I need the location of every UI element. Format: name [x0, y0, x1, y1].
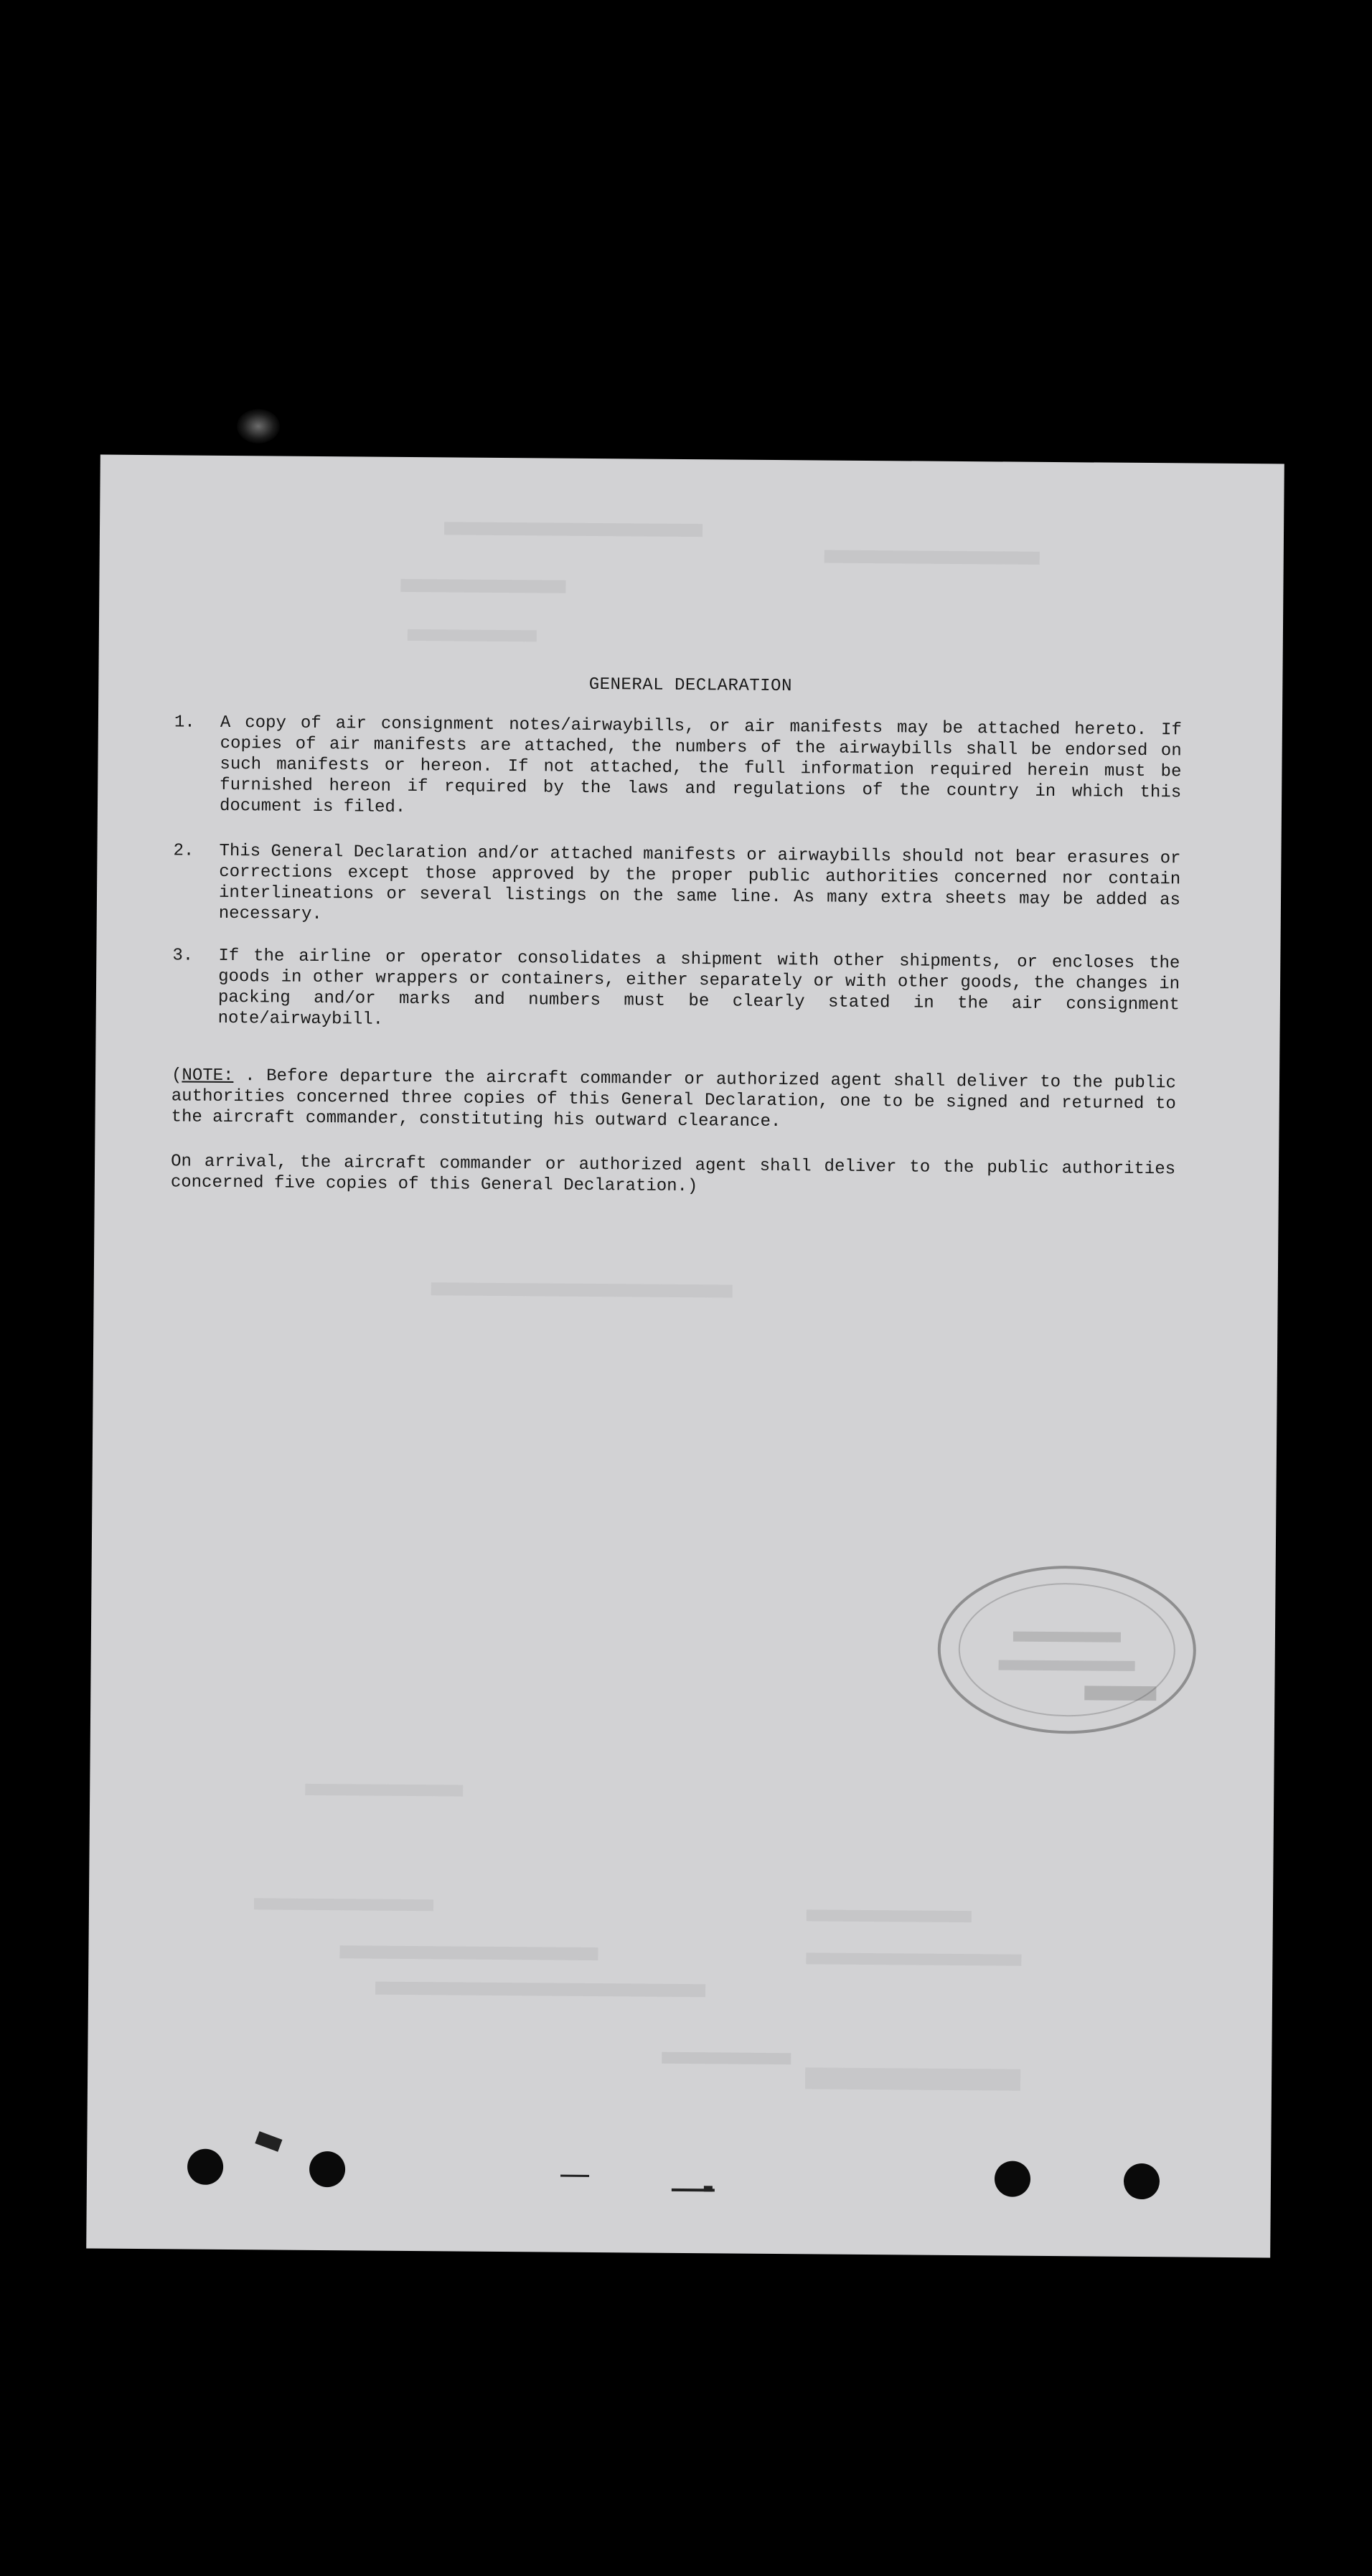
bleed-through-mark	[375, 1982, 705, 1998]
ink-mark	[560, 2175, 589, 2177]
list-item-text: A copy of air consignment notes/airwaybills, or air manifests may be attached hereto. If copies of air manifests are attached, the numbers of the airwaybills shall be endorsed on such manifests or hereon. If not attached, the full information required herein must be furnished hereon if required by the laws and regulations of the country in which this document is filed.	[219, 713, 1182, 817]
note-open-paren: (	[171, 1066, 182, 1086]
bleed-through-mark	[339, 1945, 598, 1960]
list-item-number: 1.	[174, 713, 195, 733]
list-item-text: If the airline or operator consolidates a shipment with other shipments, or encloses the goods in other wrappers or containers, either separately or with other goods, the changes in packing and/or marks and numbers must be clearly stated in the air consignment note/airwaybill.	[217, 946, 1180, 1030]
bleed-through-mark	[662, 2052, 791, 2064]
customs-stamp	[934, 1559, 1200, 1741]
note-label: NOTE:	[182, 1066, 234, 1086]
list-item	[172, 946, 1180, 1037]
bleed-through-mark	[254, 1898, 433, 1911]
note-text: . Before departure the aircraft commander or authorized agent shall deliver to the public authorities concerned three copies of this General Declaration, one to be signed and returned to the aircraft commander, constituting his outward clearance.	[171, 1066, 1177, 1132]
bleed-through-mark	[408, 629, 537, 641]
list-item-text: This General Declaration and/or attached manifests or airwaybills should not bear erasures or corrections except those approved by the proper public authorities concerned nor contain interlineations or several listings on the same line. As many extra sheets may be added as necessary.	[218, 841, 1181, 925]
bleed-through-mark	[805, 2067, 1020, 2090]
bleed-through-mark	[444, 522, 703, 537]
bleed-through-mark	[807, 1909, 972, 1922]
list-item-number: 2.	[173, 841, 194, 861]
bleed-through-mark	[431, 1282, 733, 1297]
document-title: GENERAL DECLARATION	[588, 674, 793, 697]
punch-hole	[995, 2161, 1030, 2196]
camera-glare	[237, 409, 280, 443]
ink-mark	[704, 2186, 713, 2191]
punch-hole	[1124, 2163, 1160, 2199]
punch-hole	[187, 2149, 223, 2185]
list-item-number: 3.	[172, 946, 194, 966]
punch-hole	[309, 2151, 345, 2187]
list-item	[174, 713, 1182, 824]
arrival-paragraph: On arrival, the aircraft commander or authorized agent shall deliver to the public authorities concerned five copies of this General Declaration.)	[170, 1152, 1176, 1197]
note-paragraph	[171, 1065, 1176, 1135]
document-sheet	[86, 455, 1284, 2258]
bleed-through-mark	[824, 550, 1040, 564]
bleed-through-mark	[305, 1784, 463, 1797]
bleed-through-mark	[806, 1952, 1021, 1965]
ink-mark	[255, 2131, 282, 2152]
list-item	[173, 841, 1181, 932]
bleed-through-mark	[400, 579, 565, 593]
